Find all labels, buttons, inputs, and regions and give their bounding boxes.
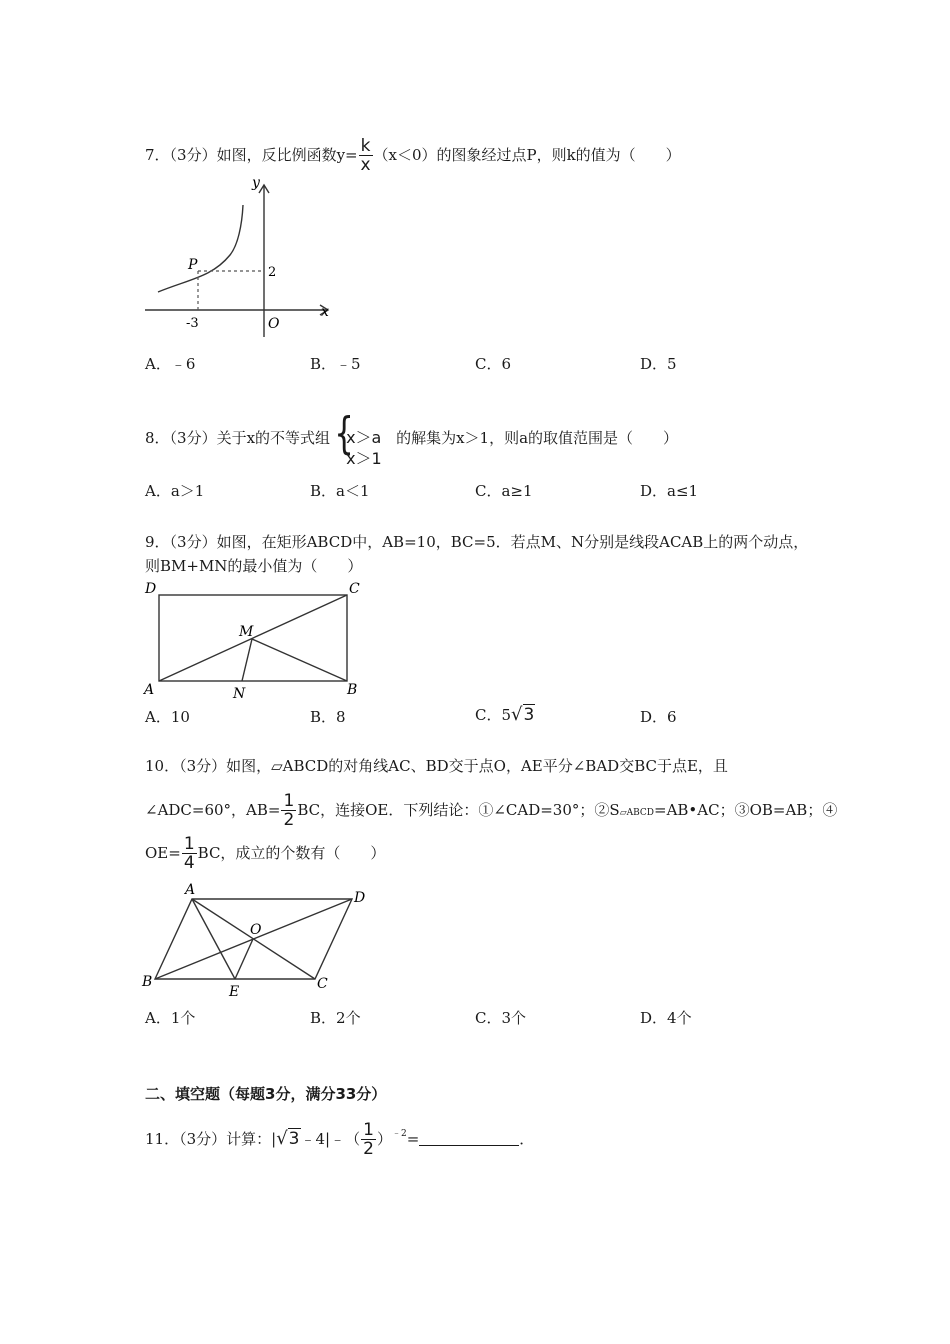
q7-figure bbox=[140, 175, 340, 345]
q10-label-d: D bbox=[354, 890, 366, 906]
q8-inequality-system bbox=[330, 408, 396, 468]
q9-label-m: M bbox=[239, 624, 254, 640]
q8-prefix: 8．（3分）关于x的不等式组 bbox=[145, 429, 331, 447]
q7-curve bbox=[158, 205, 243, 292]
q7-frac-num: k bbox=[360, 136, 371, 156]
q10-label-e: E bbox=[229, 984, 240, 1000]
q9-figure bbox=[140, 576, 370, 702]
q7-suffix: （x＜0）的图象经过点P，则k的值为（ ） bbox=[373, 146, 681, 164]
q8-row2: x＞1 bbox=[346, 449, 382, 468]
q10-figure bbox=[140, 880, 380, 1002]
q11-sqrt: √3 bbox=[276, 1128, 300, 1149]
q9-option-a[interactable]: A．10 bbox=[145, 708, 190, 726]
q10-option-a[interactable]: A．1个 bbox=[145, 1009, 196, 1027]
q8-option-d[interactable]: D．a≤1 bbox=[640, 482, 699, 500]
q10-diagonal-bd bbox=[155, 899, 352, 979]
q9-segment-mn bbox=[242, 639, 252, 681]
q7-p-label: P bbox=[188, 257, 198, 273]
question-10-line2: ∠ADC=60°，AB= $\frac{1}{2}$ BC，连接OE．下列结论：①∠CAD=30°；②S▱ABCD=AB•AC；③OB=AB；④ bbox=[145, 791, 838, 830]
q9-option-b[interactable]: B．8 bbox=[310, 708, 346, 726]
question-9-line2: 则BM+MN的最小值为（ ） bbox=[145, 557, 363, 575]
q10-label-o: O bbox=[250, 922, 262, 938]
q9-segment-bm bbox=[252, 639, 347, 681]
q10-frac-half: $\frac{1}{2}$ bbox=[283, 791, 295, 830]
q9-label-a: A bbox=[144, 682, 155, 698]
q7-option-a[interactable]: A．﹣6 bbox=[145, 355, 196, 373]
q10-segment-ae bbox=[192, 899, 235, 979]
q7-fraction bbox=[359, 138, 373, 174]
q10-label-b: B bbox=[142, 974, 153, 990]
q7-option-d[interactable]: D．5 bbox=[640, 355, 677, 373]
q11-fraction: $\frac{1}{2}$ bbox=[363, 1120, 374, 1159]
q9-label-d: D bbox=[145, 581, 157, 597]
q10-label-c: C bbox=[317, 976, 328, 992]
question-7-stem bbox=[145, 138, 681, 174]
q10-option-b[interactable]: B．2个 bbox=[310, 1009, 361, 1027]
q10-option-c[interactable]: C．3个 bbox=[475, 1009, 527, 1027]
q10-frac-quarter: $\frac{1}{4}$ bbox=[183, 834, 195, 873]
q9-option-c-sqrt: √3 bbox=[511, 704, 535, 725]
q8-option-c[interactable]: C．a≥1 bbox=[475, 482, 533, 500]
q8-option-a[interactable]: A．a＞1 bbox=[145, 482, 205, 500]
q9-label-c: C bbox=[349, 581, 360, 597]
q9-label-b: B bbox=[347, 682, 358, 698]
q7-o-label: O bbox=[268, 316, 280, 332]
q8-brace: { bbox=[334, 408, 354, 459]
q7-option-c[interactable]: C．6 bbox=[475, 355, 512, 373]
section-2-heading: 二、填空题（每题3分，满分33分） bbox=[145, 1085, 387, 1103]
q7-prefix: 7．（3分）如图，反比例函数y= bbox=[145, 146, 358, 164]
question-10-line3: OE= $\frac{1}{4}$ BC，成立的个数有（ ） bbox=[145, 834, 386, 873]
q9-label-n: N bbox=[233, 686, 246, 702]
question-8-stem bbox=[145, 408, 679, 468]
q9-option-d[interactable]: D．6 bbox=[640, 708, 677, 726]
q8-suffix: 的解集为x＞1，则a的取值范围是（ ） bbox=[396, 429, 679, 447]
q7-x-tick: -3 bbox=[186, 316, 199, 331]
q7-y-label: y bbox=[252, 175, 260, 191]
q10-label-a: A bbox=[185, 882, 196, 898]
question-10-line1: 10．（3分）如图，▱ABCD的对角线AC、BD交于点O，AE平分∠BAD交BC于点E，且 bbox=[145, 757, 728, 775]
q7-frac-den: x bbox=[360, 155, 371, 175]
q8-option-b[interactable]: B．a＜1 bbox=[310, 482, 370, 500]
q7-x-label: x bbox=[321, 304, 329, 320]
question-11-stem: 11．（3分）计算：|√3﹣4|﹣（ $\frac{1}{2}$ ）$^{﹣2}$= ． bbox=[145, 1120, 535, 1159]
q11-answer-blank[interactable] bbox=[419, 1131, 519, 1146]
q9-option-c[interactable]: C．5√3 bbox=[475, 704, 535, 725]
q8-row1: x＞a bbox=[346, 428, 382, 447]
q7-y-tick: 2 bbox=[268, 265, 277, 280]
q7-option-b[interactable]: B．﹣5 bbox=[310, 355, 361, 373]
q10-option-d[interactable]: D．4个 bbox=[640, 1009, 692, 1027]
question-9-line1: 9．（3分）如图，在矩形ABCD中，AB=10，BC=5．若点M、N分别是线段ACAB上的两个动点， bbox=[145, 533, 809, 551]
